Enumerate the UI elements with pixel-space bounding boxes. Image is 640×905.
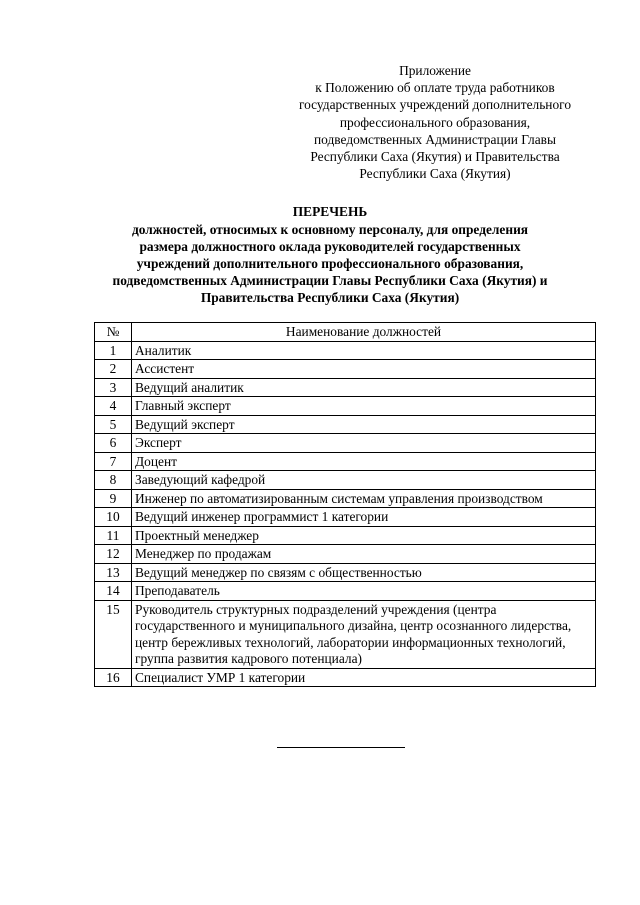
table-row: [95, 397, 596, 416]
header-num: №: [95, 323, 132, 342]
appendix-note: [276, 62, 594, 182]
table-row: [95, 582, 596, 601]
table-row: [95, 452, 596, 471]
row-number: 16: [95, 668, 132, 687]
row-number: 11: [95, 526, 132, 545]
row-number: 5: [95, 415, 132, 434]
row-position-name: Главный эксперт: [132, 397, 596, 416]
row-position-name: Заведующий кафедрой: [132, 471, 596, 490]
table-row: [95, 563, 596, 582]
table-row: [95, 545, 596, 564]
row-position-name: Специалист УМР 1 категории: [132, 668, 596, 687]
row-position-name: Ведущий аналитик: [132, 378, 596, 397]
title-line: размера должностного оклада руководителей государственных: [139, 239, 521, 254]
row-number: 4: [95, 397, 132, 416]
appendix-line: Республики Саха (Якутия): [359, 166, 511, 182]
row-position-name: Ассистент: [132, 360, 596, 379]
appendix-line: подведомственных Администрации Главы: [314, 131, 556, 147]
row-number: 15: [95, 600, 132, 668]
appendix-line: профессионального образования,: [339, 114, 531, 130]
table-row: [95, 508, 596, 527]
row-position-name: Аналитик: [132, 341, 596, 360]
appendix-line: Приложение: [399, 63, 471, 78]
row-number: 2: [95, 360, 132, 379]
title-heading: ПЕРЕЧЕНЬ: [292, 204, 368, 219]
table-row: [95, 360, 596, 379]
table-row: [95, 415, 596, 434]
title-line: учреждений дополнительного профессионального образования,: [136, 256, 524, 271]
table-row: [95, 378, 596, 397]
row-number: 7: [95, 452, 132, 471]
row-position-name: Инженер по автоматизированным системам управления производством: [132, 489, 596, 508]
row-position-name: Ведущий инженер программист 1 категории: [132, 508, 596, 527]
table-row: [95, 471, 596, 490]
header-name: Наименование должностей: [132, 323, 596, 342]
positions-table: [94, 322, 596, 687]
row-number: 13: [95, 563, 132, 582]
table-row: [95, 600, 596, 668]
appendix-line: к Положению об оплате труда работников: [315, 80, 555, 96]
table-row: [95, 434, 596, 453]
table-row: [95, 489, 596, 508]
table-header-row: [95, 323, 596, 342]
title-line: должностей, относимых к основному персоналу, для определения: [131, 222, 529, 237]
appendix-line: государственных учреждений дополнительного: [298, 97, 572, 113]
row-number: 6: [95, 434, 132, 453]
row-number: 12: [95, 545, 132, 564]
row-position-name: Доцент: [132, 452, 596, 471]
row-position-name: Эксперт: [132, 434, 596, 453]
row-position-name: Менеджер по продажам: [132, 545, 596, 564]
title-line: Правительства Республики Саха (Якутия): [200, 290, 460, 305]
row-position-name: Проектный менеджер: [132, 526, 596, 545]
signature-line: [277, 747, 405, 748]
row-position-name: Преподаватель: [132, 582, 596, 601]
row-number: 1: [95, 341, 132, 360]
document-title: [60, 203, 600, 306]
row-number: 14: [95, 582, 132, 601]
row-number: 8: [95, 471, 132, 490]
table-row: [95, 341, 596, 360]
appendix-line: Республики Саха (Якутия) и Правительства: [310, 149, 560, 165]
row-position-name: Ведущий менеджер по связям с общественностью: [132, 563, 596, 582]
row-position-name: Руководитель структурных подразделений учреждения (центра государственного и муниципального дизайна, центр осознанного лидерства, центр бережливых технологий, лаборатории информационных технологий, группа развития кадрового потенциала): [132, 600, 596, 668]
table-row: [95, 526, 596, 545]
row-number: 3: [95, 378, 132, 397]
title-line: подведомственных Администрации Главы Республики Саха (Якутия) и: [112, 273, 548, 288]
row-number: 10: [95, 508, 132, 527]
row-number: 9: [95, 489, 132, 508]
row-position-name: Ведущий эксперт: [132, 415, 596, 434]
table-row: [95, 668, 596, 687]
